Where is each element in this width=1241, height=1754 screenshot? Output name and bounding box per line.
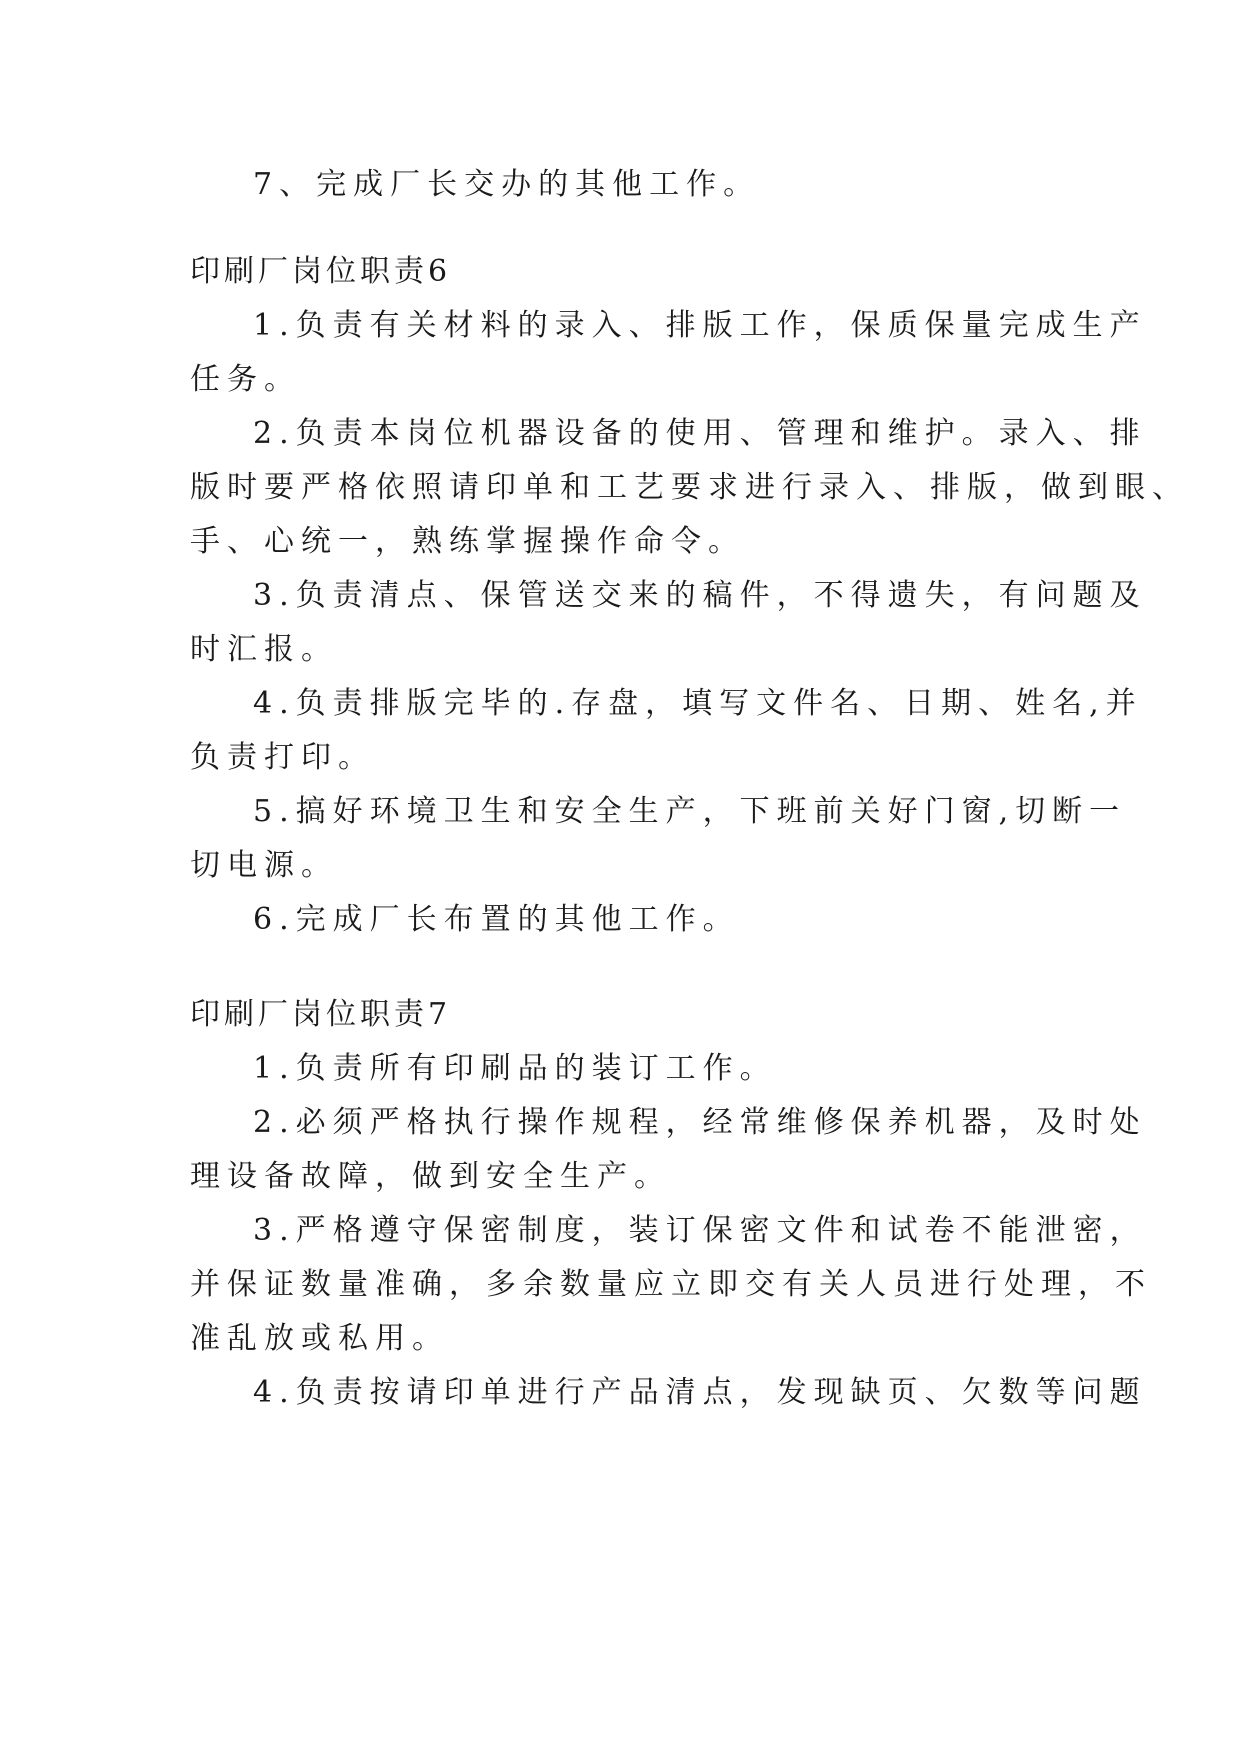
- paragraph-line: 手、心统一，熟练掌握操作命令。: [190, 524, 745, 559]
- paragraph-line: 5.搞好环境卫生和安全生产，下班前关好门窗,切断一: [253, 794, 1127, 829]
- paragraph-line: 4.负责排版完毕的.存盘，填写文件名、日期、姓名,并: [253, 686, 1143, 721]
- section-heading: 印刷厂岗位职责7: [190, 997, 452, 1032]
- paragraph-line: 3.负责清点、保管送交来的稿件，不得遗失，有问题及: [253, 578, 1147, 613]
- paragraph-line: 负责打印。: [190, 740, 375, 775]
- paragraph-line: 1.负责所有印刷品的装订工作。: [253, 1051, 777, 1086]
- paragraph-line: 准乱放或私用。: [190, 1321, 449, 1356]
- paragraph-line: 1.负责有关材料的录入、排版工作，保质保量完成生产: [253, 308, 1147, 343]
- paragraph-line: 切电源。: [190, 848, 338, 883]
- section-heading: 印刷厂岗位职责6: [190, 254, 452, 289]
- paragraph-line: 7、完成厂长交办的其他工作。: [253, 167, 761, 202]
- paragraph-line: 理设备故障，做到安全生产。: [190, 1159, 671, 1194]
- paragraph-line: 4.负责按请印单进行产品清点，发现缺页、欠数等问题: [253, 1375, 1147, 1410]
- paragraph-line: 并保证数量准确，多余数量应立即交有关人员进行处理，不: [190, 1267, 1152, 1302]
- paragraph-line: 2.必须严格执行操作规程，经常维修保养机器，及时处: [253, 1105, 1147, 1140]
- paragraph-line: 6.完成厂长布置的其他工作。: [253, 902, 740, 937]
- paragraph-line: 2.负责本岗位机器设备的使用、管理和维护。录入、排: [253, 416, 1147, 451]
- paragraph-line: 版时要严格依照请印单和工艺要求进行录入、排版，做到眼、: [190, 470, 1189, 505]
- paragraph-line: 任务。: [190, 362, 301, 397]
- paragraph-line: 时汇报。: [190, 632, 338, 667]
- paragraph-line: 3.严格遵守保密制度，装订保密文件和试卷不能泄密，: [253, 1213, 1147, 1248]
